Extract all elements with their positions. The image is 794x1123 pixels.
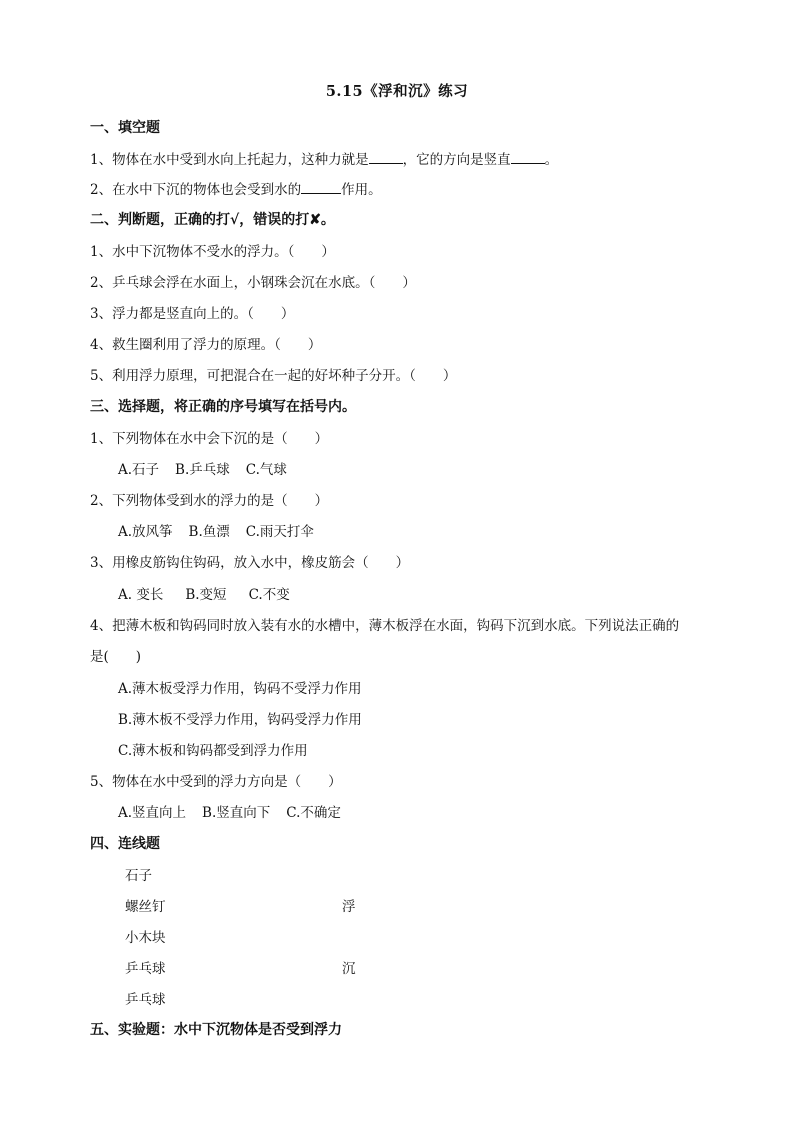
choice-options bbox=[118, 520, 330, 540]
choice-options bbox=[118, 458, 303, 478]
choice-question-stem: 2、下列物体受到水的浮力的是（ ） bbox=[90, 493, 329, 509]
true-false-item: 4、救生圈利用了浮力的原理。（ ） bbox=[90, 337, 322, 353]
option-a: A.放风筝 bbox=[118, 524, 173, 540]
matching-left-item: 小木块 bbox=[125, 930, 166, 946]
matching-right-item: 浮 bbox=[342, 899, 356, 915]
choice-question-stem-continued: 是( ) bbox=[90, 649, 142, 665]
option-b: B.鱼漂 bbox=[188, 524, 230, 540]
section-heading-fill-blank: 一、填空题 bbox=[90, 120, 160, 136]
option-c: C.雨天打伞 bbox=[245, 524, 314, 540]
option-a: A.竖直向上 bbox=[118, 805, 187, 821]
question-text: ，它的方向是竖直 bbox=[402, 152, 511, 168]
option-a: A. 变长 bbox=[118, 587, 164, 603]
matching-left-item: 乒乓球 bbox=[125, 992, 166, 1008]
answer-blank bbox=[369, 162, 403, 164]
option-b: B.变短 bbox=[185, 587, 227, 603]
option-b: B.竖直向下 bbox=[202, 805, 271, 821]
choice-question-stem: 1、下列物体在水中会下沉的是（ ） bbox=[90, 431, 329, 447]
option-c: C.气球 bbox=[245, 462, 287, 478]
matching-left-item: 螺丝钉 bbox=[125, 899, 166, 915]
section-heading-multiple-choice: 三、选择题，将正确的序号填写在括号内。 bbox=[90, 399, 356, 415]
choice-question-stem: 3、用橡皮筋钩住钩码，放入水中，橡皮筋会（ ） bbox=[90, 555, 410, 571]
true-false-item: 5、利用浮力原理，可把混合在一起的好坏种子分开。（ ） bbox=[90, 368, 457, 384]
option-c: C.不变 bbox=[248, 587, 290, 603]
option-b: B.薄木板不受浮力作用，钩码受浮力作用 bbox=[118, 712, 362, 728]
choice-options bbox=[118, 801, 357, 821]
option-b: B.乒乓球 bbox=[175, 462, 230, 478]
question-text: 。 bbox=[544, 152, 559, 168]
question-text: 1、物体在水中受到水向上托起力，这种力就是 bbox=[90, 152, 369, 168]
answer-blank bbox=[301, 192, 341, 194]
option-c: C.不确定 bbox=[286, 805, 341, 821]
page-title: 5.15《浮和沉》练习 bbox=[325, 83, 469, 100]
question-text: 2、在水中下沉的物体也会受到水的 bbox=[90, 182, 302, 198]
true-false-item: 1、水中下沉物体不受水的浮力。（ ） bbox=[90, 244, 335, 260]
choice-options bbox=[118, 583, 306, 603]
section-heading-experiment: 五、实验题：水中下沉物体是否受到浮力 bbox=[90, 1022, 342, 1038]
fill-blank-question-1 bbox=[90, 148, 558, 168]
fill-blank-question-2 bbox=[90, 178, 382, 198]
matching-left-item: 乒乓球 bbox=[125, 961, 166, 977]
answer-blank bbox=[511, 162, 545, 164]
section-heading-true-false: 二、判断题，正确的打√，错误的打✘。 bbox=[90, 212, 335, 228]
choice-question-stem: 5、物体在水中受到的浮力方向是（ ） bbox=[90, 774, 342, 790]
matching-right-item: 沉 bbox=[342, 961, 356, 977]
matching-left-item: 石子 bbox=[125, 868, 152, 884]
question-text: 作用。 bbox=[341, 182, 382, 198]
option-c: C.薄木板和钩码都受到浮力作用 bbox=[118, 743, 308, 759]
true-false-item: 3、浮力都是竖直向上的。（ ） bbox=[90, 306, 295, 322]
option-a: A.石子 bbox=[118, 462, 160, 478]
true-false-item: 2、乒乓球会浮在水面上，小钢珠会沉在水底。（ ） bbox=[90, 275, 416, 291]
choice-question-stem: 4、把薄木板和钩码同时放入装有水的水槽中，薄木板浮在水面，钩码下沉到水底。下列说法正确的 bbox=[90, 618, 680, 634]
option-a: A.薄木板受浮力作用，钩码不受浮力作用 bbox=[118, 681, 362, 697]
section-heading-matching: 四、连线题 bbox=[90, 836, 160, 852]
